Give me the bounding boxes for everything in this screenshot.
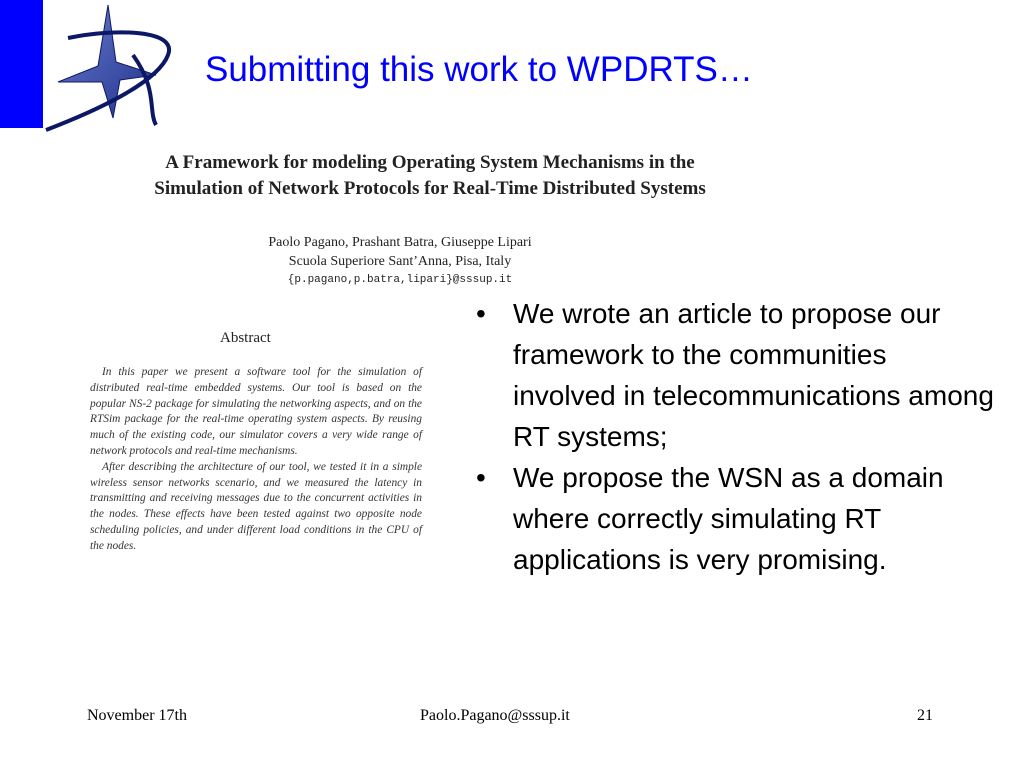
- bullet-item: [474, 457, 994, 580]
- abstract-paragraph-2: After describing the architecture of our tool, we tested it in a simple wireless sensor networks scenario, and we measured the latency in transmitting and receiving messages due to the concurrent activities in the nodes. These effects have been tested against two opposite node scheduling policies, and under different load conditions in the CPU of the nodes.: [90, 460, 422, 552]
- bullet-item: [474, 293, 994, 457]
- side-accent-bar: [0, 0, 43, 128]
- abstract-heading: Abstract: [220, 330, 271, 346]
- bullet-marker: •: [476, 298, 486, 329]
- slide-title: Submitting this work to WPDRTS…: [205, 50, 753, 89]
- paper-authors-block: [230, 233, 570, 290]
- paper-email: {p.pagano,p.batra,lipari}@sssup.it: [287, 274, 513, 286]
- paper-title-line-2: Simulation of Network Protocols for Real-Time Distributed Systems: [154, 178, 706, 199]
- bullet-marker: •: [476, 462, 486, 493]
- footer-date: November 17th: [87, 707, 187, 724]
- bullet-text: We propose the WSN as a domain where correctly simulating RT applications is very promising.: [513, 462, 944, 575]
- abstract-body: [90, 365, 422, 555]
- bullet-list: [474, 293, 994, 580]
- footer-page-number: 21: [917, 707, 933, 724]
- paper-affiliation: Scuola Superiore Sant’Anna, Pisa, Italy: [288, 254, 512, 269]
- paper-title-line-1: A Framework for modeling Operating System Mechanisms in the: [165, 152, 695, 173]
- star-swoosh-logo-icon: [38, 0, 188, 135]
- abstract-paragraph-1: In this paper we present a software tool for the simulation of distributed real-time embedded systems. Our tool is based on the popular NS-2 package for simulating the networking aspects, and on the RTSim package for the real-time operating system aspects. By reusing much of the existing code, our simulator covers a very wide range of network protocols and real-time mechanisms.: [90, 366, 422, 457]
- footer-email: Paolo.Pagano@sssup.it: [420, 707, 570, 724]
- bullet-text: We wrote an article to propose our framework to the communities involved in telecommunications among RT systems;: [513, 298, 994, 452]
- paper-title: [85, 150, 775, 202]
- paper-authors: Paolo Pagano, Prashant Batra, Giuseppe Lipari: [268, 235, 532, 250]
